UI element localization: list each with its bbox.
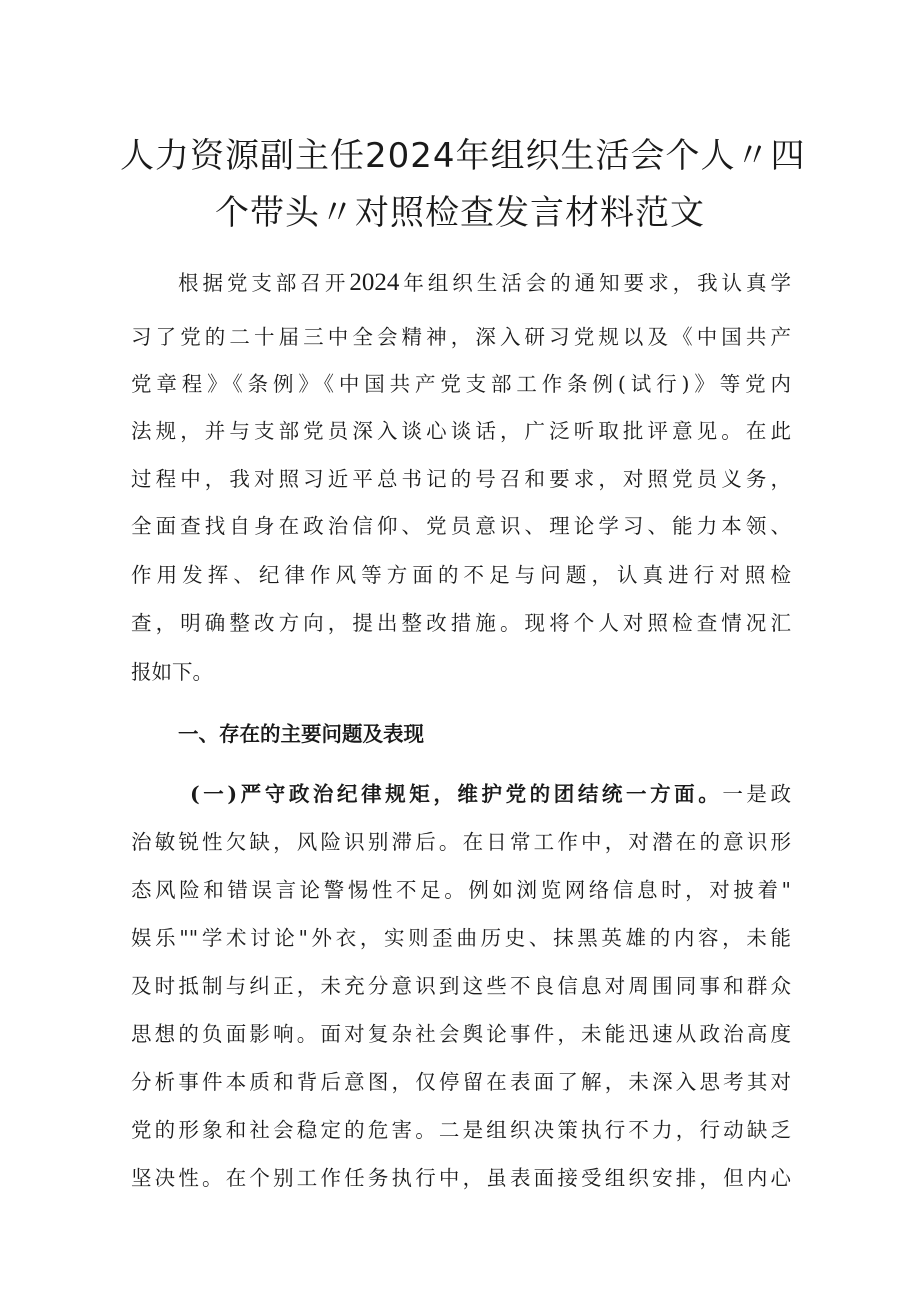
document-title-line-1: 人力资源副主任2024年组织生活会个人〃四 [120, 136, 806, 176]
intro-paragraph-line: 法规，并与支部党员深入谈心谈话，广泛听取批评意见。在此 [131, 419, 791, 443]
intro-paragraph-line: 作用发挥、纪律作风等方面的不足与问题，认真进行对照检 [131, 563, 791, 587]
intro-text: 根据党支部召开 [178, 271, 350, 295]
intro-paragraph-line [178, 268, 791, 298]
subsection-heading: (一)严守政治纪律规矩，维护党的团结统一方面。 [190, 782, 723, 806]
subsection-paragraph-line [190, 779, 791, 809]
subsection-paragraph-line: 及时抵制与纠正，未充分意识到这些不良信息对周围同事和群众 [131, 974, 791, 998]
section-heading: 一、存在的主要问题及表现 [178, 722, 424, 746]
intro-paragraph-line: 过程中，我对照习近平总书记的号召和要求，对照党员义务， [131, 467, 791, 491]
subsection-paragraph-line: 治敏锐性欠缺，风险识别滞后。在日常工作中，对潜在的意识形 [131, 830, 791, 854]
intro-text: 年组织生活会的通知要求，我认真学 [399, 271, 792, 295]
subsection-paragraph-line: 坚决性。在个别工作任务执行中，虽表面接受组织安排，但内心 [131, 1166, 791, 1190]
intro-paragraph-line: 查，明确整改方向，提出整改措施。现将个人对照检查情况汇 [131, 611, 791, 635]
subsection-paragraph-line: 娱乐""学术讨论"外衣，实则歪曲历史、抹黑英雄的内容，未能 [131, 926, 791, 950]
intro-paragraph-line: 全面查找自身在政治信仰、党员意识、理论学习、能力本领、 [131, 514, 791, 538]
intro-year: 2024 [349, 269, 400, 296]
subsection-paragraph-line: 分析事件本质和背后意图，仅停留在表面了解，未深入思考其对 [131, 1070, 791, 1094]
subsection-paragraph-line: 思想的负面影响。面对复杂社会舆论事件，未能迅速从政治高度 [131, 1022, 791, 1046]
intro-paragraph-line: 报如下。 [131, 660, 213, 684]
intro-paragraph-line: 习了党的二十届三中全会精神，深入研习党规以及《中国共产 [131, 325, 791, 349]
subsection-paragraph-line: 党的形象和社会稳定的危害。二是组织决策执行不力，行动缺乏 [131, 1118, 791, 1142]
subsection-paragraph-line: 态风险和错误言论警惕性不足。例如浏览网络信息时，对披着" [131, 878, 791, 902]
subsection-text: 一是政 [722, 782, 791, 806]
document-title-line-2: 个带头〃对照检查发言材料范文 [215, 193, 705, 233]
intro-paragraph-line: 党章程》《条例》《中国共产党支部工作条例(试行)》等党内 [131, 372, 791, 396]
